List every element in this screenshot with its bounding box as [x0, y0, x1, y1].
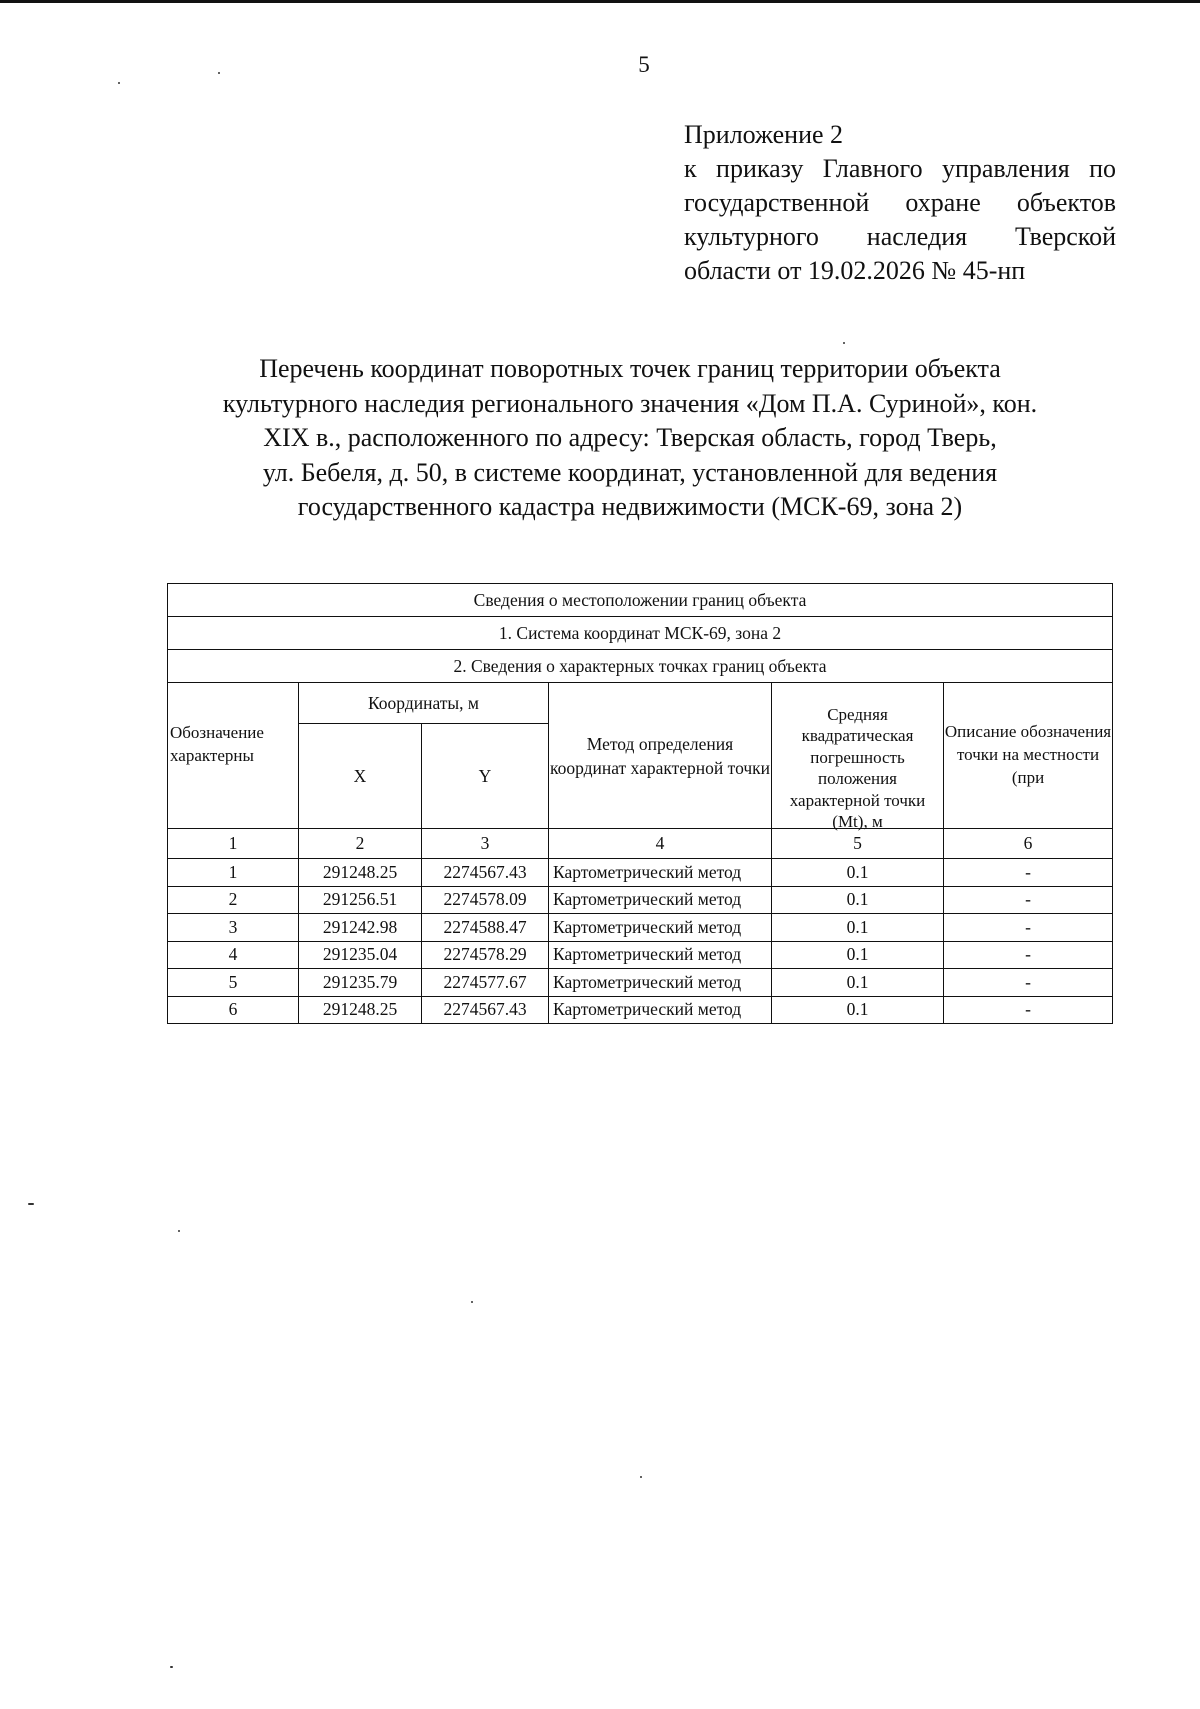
title-line: ул. Бебеля, д. 50, в системе координат, установленной для ведения: [262, 457, 998, 487]
title-line: культурного наследия регионального значения «Дом П.А. Суриной», кон.: [222, 388, 1038, 418]
appendix-line: государственной охране объектов: [684, 188, 1116, 217]
header-method: Метод определения координат характерной точки: [549, 683, 772, 829]
coord-x: 291242.98: [299, 914, 422, 942]
point-number: 3: [168, 914, 299, 942]
mean-error: 0.1: [772, 941, 944, 969]
scan-speck: [170, 1666, 173, 1668]
appendix-line: культурного наследия Тверской: [684, 222, 1116, 251]
coord-y: 2274567.43: [422, 859, 549, 887]
description: -: [944, 886, 1113, 914]
column-number: 3: [422, 829, 549, 859]
scan-speck: [28, 1203, 34, 1205]
scan-speck: [118, 82, 120, 84]
table-row: [168, 886, 1113, 914]
appendix-line: к приказу Главного управления по: [684, 154, 1116, 183]
header-mean-error: Средняя квадратическая погрешность положения характерной точки (Mt), м: [772, 683, 944, 829]
header-description: Описание обозначения точки на местности (при: [944, 683, 1113, 829]
point-number: 4: [168, 941, 299, 969]
header-y: Y: [422, 724, 549, 829]
column-number-row: [168, 829, 1113, 859]
method: Картометрический метод: [549, 914, 772, 942]
coord-x: 291235.04: [299, 941, 422, 969]
scan-speck: [640, 1476, 642, 1478]
appendix-line: Приложение 2: [684, 120, 844, 149]
column-number: 2: [299, 829, 422, 859]
document-title: [160, 352, 1100, 525]
scan-speck: [178, 1230, 180, 1232]
coord-y: 2274578.29: [422, 941, 549, 969]
method: Картометрический метод: [549, 941, 772, 969]
section-title: Сведения о местоположении границ объекта: [168, 584, 1113, 617]
coordinate-system: 1. Система координат МСК-69, зона 2: [168, 617, 1113, 650]
point-number: 6: [168, 996, 299, 1024]
appendix-line: области от 19.02.2026 № 45-нп: [684, 256, 1026, 285]
title-line: Перечень координат поворотных точек границ территории объекта: [259, 354, 1001, 383]
header-designation: Обозначение характерны: [168, 683, 299, 829]
mean-error: 0.1: [772, 996, 944, 1024]
coord-y: 2274578.09: [422, 886, 549, 914]
point-number: 5: [168, 969, 299, 997]
description: -: [944, 914, 1113, 942]
coord-x: 291256.51: [299, 886, 422, 914]
mean-error: 0.1: [772, 914, 944, 942]
table-row: [168, 969, 1113, 997]
scan-speck: [843, 342, 845, 344]
points-section-title: 2. Сведения о характерных точках границ объекта: [168, 650, 1113, 683]
method: Картометрический метод: [549, 996, 772, 1024]
mean-error: 0.1: [772, 886, 944, 914]
method: Картометрический метод: [549, 969, 772, 997]
page-top-edge: [0, 0, 1200, 3]
point-number: 1: [168, 859, 299, 887]
appendix-reference: [684, 118, 1116, 288]
coord-x: 291248.25: [299, 859, 422, 887]
page-number: 5: [638, 52, 650, 77]
column-number: 1: [168, 829, 299, 859]
column-number: 4: [549, 829, 772, 859]
description: -: [944, 859, 1113, 887]
scan-speck: [218, 72, 220, 74]
coord-x: 291235.79: [299, 969, 422, 997]
description: -: [944, 941, 1113, 969]
mean-error: 0.1: [772, 859, 944, 887]
scan-speck: [471, 1301, 473, 1303]
method: Картометрический метод: [549, 886, 772, 914]
description: -: [944, 969, 1113, 997]
coord-y: 2274567.43: [422, 996, 549, 1024]
coord-y: 2274588.47: [422, 914, 549, 942]
coordinates-table: [167, 583, 1113, 1024]
method: Картометрический метод: [549, 859, 772, 887]
table-row: [168, 914, 1113, 942]
point-number: 2: [168, 886, 299, 914]
coord-y: 2274577.67: [422, 969, 549, 997]
title-line: государственного кадастра недвижимости (МСК-69, зона 2): [297, 492, 963, 521]
table-row: [168, 996, 1113, 1024]
column-number: 5: [772, 829, 944, 859]
column-number: 6: [944, 829, 1113, 859]
header-coordinates: Координаты, м: [299, 683, 549, 724]
title-line: XIX в., расположенного по адресу: Тверская область, город Тверь,: [263, 423, 997, 452]
table-row: [168, 859, 1113, 887]
header-x: X: [299, 724, 422, 829]
mean-error: 0.1: [772, 969, 944, 997]
table-row: [168, 941, 1113, 969]
description: -: [944, 996, 1113, 1024]
coord-x: 291248.25: [299, 996, 422, 1024]
